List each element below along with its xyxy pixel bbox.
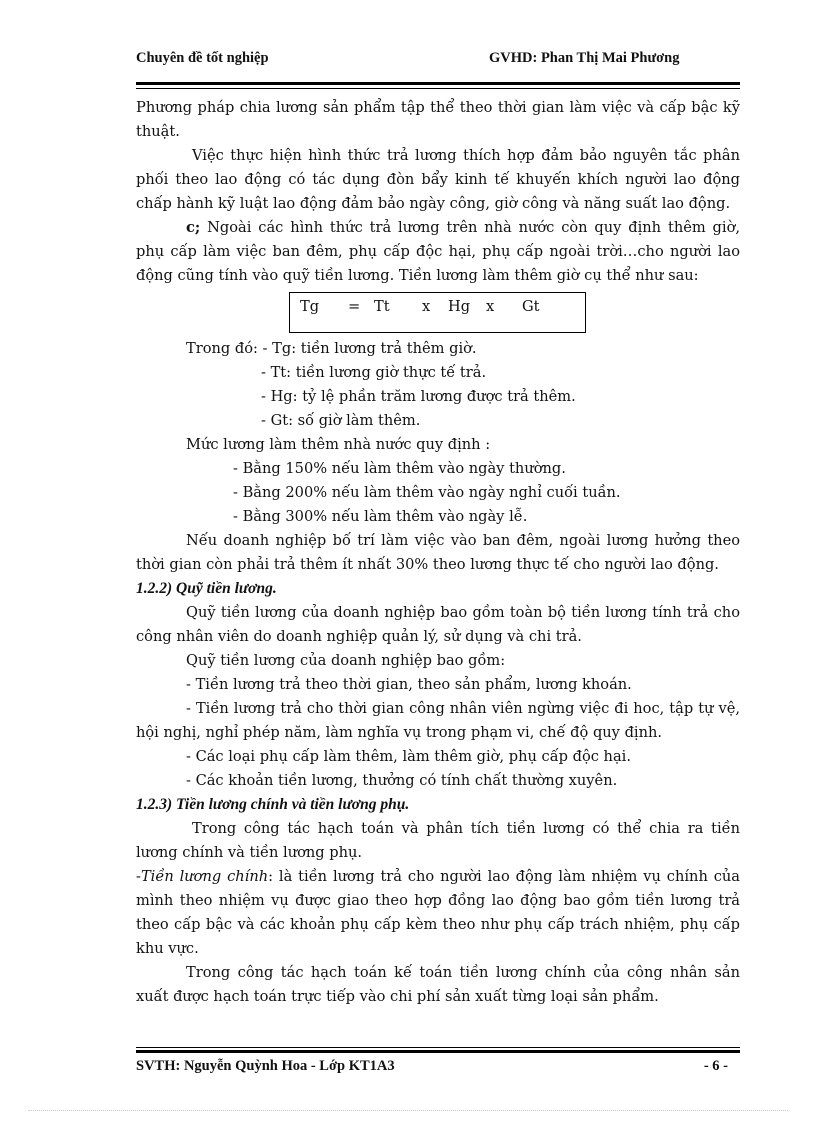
formula-term: Gt	[522, 298, 540, 315]
definition-line: - Hg: tỷ lệ phần trăm lương được trả thêm.	[261, 388, 576, 405]
formula-operator: =	[348, 298, 361, 315]
formula-term: Tg	[300, 298, 320, 315]
formula-term: Tt	[374, 298, 390, 315]
paragraph: Việc thực hiện hình thức trả lương thích hợp đảm bảo nguyên tắc phân phối theo lao động có tác dụng đòn bẩy kinh tế khuyến khích người lao động chấp hành kỹ luật lao động đảm bảo ngày công, giờ công và năng suất lao động.	[136, 147, 740, 212]
formula-term: Hg	[448, 298, 471, 315]
term-emphasis: Tiền lương chính	[140, 868, 269, 885]
formula-operator: x	[422, 298, 431, 315]
page-number: - 6 -	[703, 1058, 728, 1074]
page-footer	[136, 1058, 740, 1078]
header-rule-thin	[136, 88, 740, 89]
paragraph: Trong công tác hạch toán và phân tích tiền lương có thể chia ra tiền lương chính và tiền lương phụ.	[136, 820, 740, 861]
paragraph	[136, 865, 740, 961]
page-header	[136, 50, 740, 70]
paragraph: Phương pháp chia lương sản phẩm tập thể theo thời gian làm việc và cấp bậc kỹ thuật.	[136, 99, 740, 140]
list-item: - Bằng 200% nếu làm thêm vào ngày nghỉ cuối tuần.	[233, 484, 621, 501]
list-item: - Bằng 300% nếu làm thêm vào ngày lễ.	[233, 508, 528, 525]
paragraph-text: : là tiền lương trả cho người lao động làm nhiệm vụ chính của mình theo nhiệm vụ được giao theo hợp đồng lao động bao gồm tiền lương trả theo cấp bậc và các khoản phụ cấp kèm theo như phụ cấp trách nhiệm, phụ cấp khu vực.	[136, 868, 740, 957]
list-item: - Tiền lương trả cho thời gian công nhân viên ngừng việc đi hoc, tập tự vệ, hội nghị, nghỉ phép năm, làm nghĩa vụ trong phạm vi, chế độ quy định.	[136, 700, 740, 741]
definition-line: - Tt: tiền lương giờ thực tế trả.	[261, 364, 487, 381]
list-item: - Bằng 150% nếu làm thêm vào ngày thường.	[233, 460, 566, 477]
footer-rule-thick	[136, 1050, 740, 1053]
section-heading: 1.2.3) Tiền lương chính và tiền lương phụ.	[136, 796, 410, 813]
paragraph: Nếu doanh nghiệp bố trí làm việc vào ban đêm, ngoài lương hưởng theo thời gian còn phải trả thêm ít nhất 30% theo lương thực tế cho người lao động.	[136, 532, 740, 573]
document-body	[136, 96, 740, 1009]
dash: -	[136, 868, 141, 885]
paragraph-text: Ngoài các hình thức trả lương trên nhà nước còn quy định thêm giờ, phụ cấp làm việc ban đêm, phụ cấp độc hại, phụ cấp ngoài trời…cho người lao động cũng tính vào quỹ tiền lương. Tiền lương làm thêm giờ cụ thể như sau:	[136, 219, 740, 284]
paragraph: Trong công tác hạch toán kế toán tiền lương chính của công nhân sản xuất được hạch toán trực tiếp vào chi phí sản xuất từng loại sản phẩm.	[136, 964, 740, 1005]
list-item: - Các loại phụ cấp làm thêm, làm thêm giờ, phụ cấp độc hại.	[186, 748, 631, 765]
footer-author: SVTH: Nguyễn Quỳnh Hoa - Lớp KT1A3	[136, 1058, 395, 1074]
paragraph: Quỹ tiền lương của doanh nghiệp bao gồm toàn bộ tiền lương tính trả cho công nhân viên do doanh nghiệp quản lý, sử dụng và chi trả.	[136, 604, 740, 645]
header-rule-thick	[136, 82, 740, 85]
section-heading: 1.2.2) Quỹ tiền lương.	[136, 580, 277, 597]
paragraph: Quỹ tiền lương của doanh nghiệp bao gồm:	[186, 652, 506, 669]
page-edge-dotted-line	[28, 1110, 788, 1111]
list-item: - Các khoản tiền lương, thưởng có tính chất thường xuyên.	[186, 772, 618, 789]
definition-line: - Gt: số giờ làm thêm.	[261, 412, 421, 429]
definition-line: Trong đó: - Tg: tiền lương trả thêm giờ.	[186, 340, 477, 357]
paragraph	[136, 216, 740, 288]
list-item: - Tiền lương trả theo thời gian, theo sản phẩm, lương khoán.	[186, 676, 632, 693]
paragraph: Mức lương làm thêm nhà nước quy định :	[186, 436, 491, 453]
footer-rule-thin	[136, 1047, 740, 1048]
formula-operator: x	[486, 298, 495, 315]
item-label: c;	[186, 219, 201, 236]
formula-box	[289, 292, 586, 333]
header-title: Chuyên đề tốt nghiệp	[136, 50, 269, 66]
header-supervisor: GVHD: Phan Thị Mai Phương	[489, 50, 680, 66]
